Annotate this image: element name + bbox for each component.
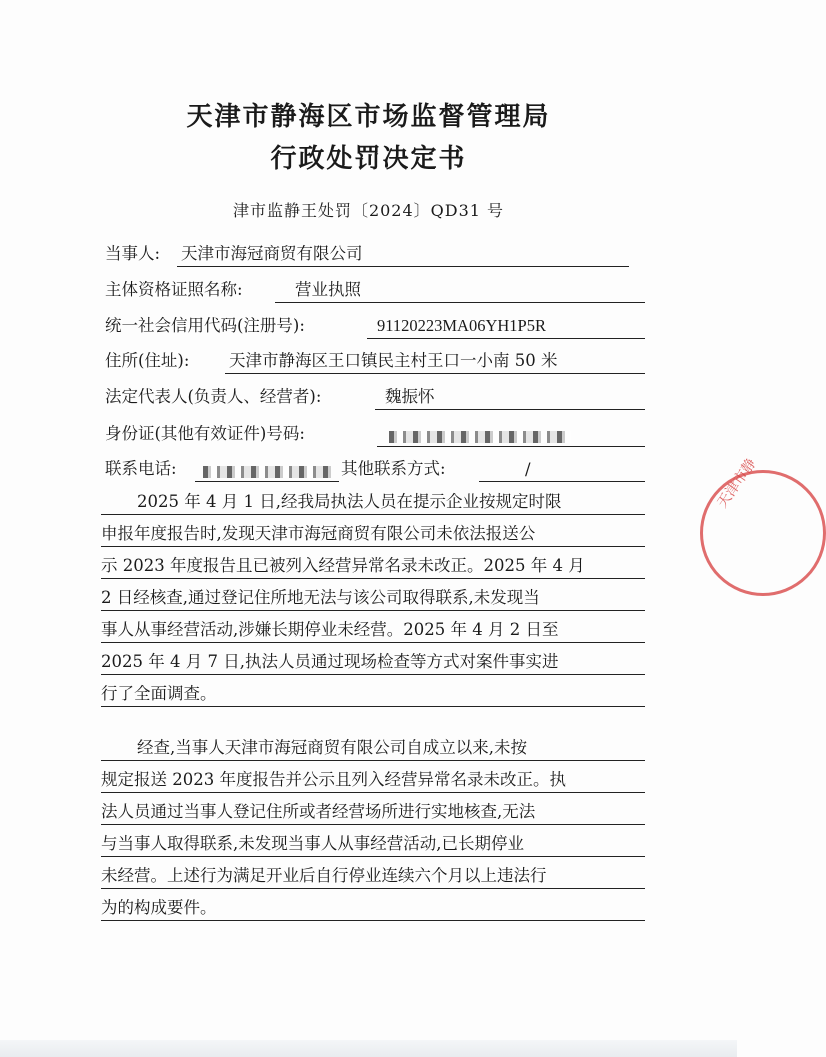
license-name-label: 主体资格证照名称: xyxy=(105,280,243,299)
text-line: 事人从事经营活动,涉嫌长期停业未经营。2025 年 4 月 2 日至 xyxy=(101,615,645,647)
text-line: 经查,当事人天津市海冠商贸有限公司自成立以来,未按 xyxy=(101,733,645,765)
underline xyxy=(367,338,645,339)
id-field xyxy=(105,420,645,450)
credit-code-value: 91120223MA06YH1P5R xyxy=(377,316,546,335)
other-contact-label: 其他联系方式: xyxy=(341,459,446,478)
text-line: 2 日经核查,通过登记住所地无法与该公司取得联系,未发现当 xyxy=(101,583,645,615)
underline xyxy=(225,373,645,374)
text-line: 示 2023 年度报告且已被列入经营异常名录未改正。2025 年 4 月 xyxy=(101,551,645,583)
party-value: 天津市海冠商贸有限公司 xyxy=(181,244,363,263)
underline xyxy=(275,302,645,303)
scan-bottom-edge xyxy=(0,1040,737,1057)
phone-label: 联系电话: xyxy=(105,459,177,478)
legal-rep-field xyxy=(105,383,645,413)
paragraph-2 xyxy=(101,733,645,925)
phone-field xyxy=(105,455,645,485)
text-line: 法人员通过当事人登记住所或者经营场所进行实地核查,无法 xyxy=(101,797,645,829)
credit-code-label: 统一社会信用代码(注册号): xyxy=(105,316,305,335)
page-subtitle: 行政处罚决定书 xyxy=(270,144,467,174)
underline xyxy=(377,446,645,447)
page-title: 天津市静海区市场监督管理局 xyxy=(186,102,551,132)
paragraph-1 xyxy=(101,487,645,711)
underline xyxy=(177,266,629,267)
credit-code-field xyxy=(105,312,645,342)
legal-rep-label: 法定代表人(负责人、经营者): xyxy=(105,387,322,406)
party-label: 当事人: xyxy=(105,244,161,263)
text-line: 未经营。上述行为满足开业后自行停业连续六个月以上违法行 xyxy=(101,861,645,893)
text-line: 行了全面调查。 xyxy=(101,679,645,711)
text-line: 规定报送 2023 年度报告并公示且列入经营异常名录未改正。执 xyxy=(101,765,645,797)
text-line: 申报年度报告时,发现天津市海冠商贸有限公司未依法报送公 xyxy=(101,519,645,551)
address-value: 天津市静海区王口镇民主村王口一小南 50 米 xyxy=(229,351,558,370)
redacted-id-number xyxy=(389,431,571,443)
document-number: 津市监静王处罚〔2024〕QD31 号 xyxy=(232,201,505,220)
license-name-value: 营业执照 xyxy=(295,280,361,299)
redacted-phone-number xyxy=(203,466,331,478)
address-field xyxy=(105,347,645,377)
text-line: 与当事人取得联系,未发现当事人从事经营活动,已长期停业 xyxy=(101,829,645,861)
party-field xyxy=(105,240,630,270)
underline xyxy=(479,481,645,482)
license-name-field xyxy=(105,276,645,306)
legal-rep-value: 魏振怀 xyxy=(385,387,435,406)
underline xyxy=(375,409,645,410)
other-contact-value: / xyxy=(525,460,531,479)
text-line: 2025 年 4 月 7 日,执法人员通过现场检查等方式对案件事实进 xyxy=(101,647,645,679)
id-label: 身份证(其他有效证件)号码: xyxy=(105,424,305,443)
text-line: 为的构成要件。 xyxy=(101,893,645,925)
address-label: 住所(住址): xyxy=(105,351,190,370)
seal-text: 天津市静 xyxy=(714,455,760,511)
underline xyxy=(195,481,339,482)
text-line: 2025 年 4 月 1 日,经我局执法人员在提示企业按规定时限 xyxy=(101,487,645,519)
